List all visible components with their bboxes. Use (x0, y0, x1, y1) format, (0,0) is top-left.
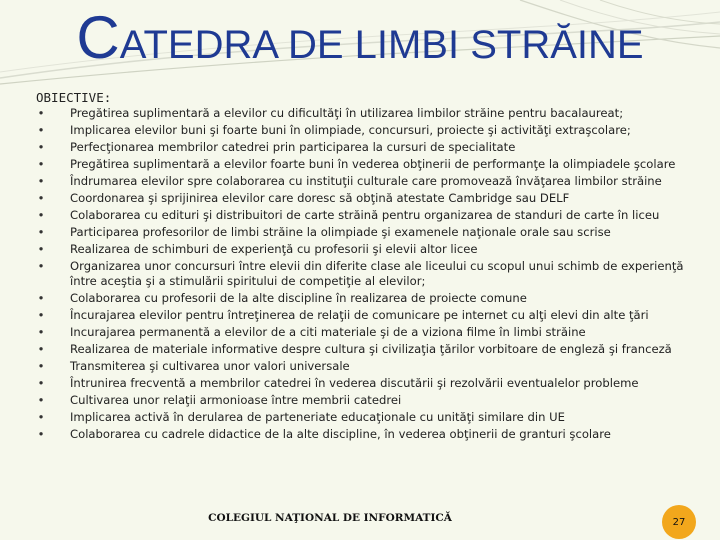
objective-item (36, 291, 708, 307)
objective-text: Implicarea activă în derularea de parteneriate educaţionale cu unităţi similare din UE (70, 410, 565, 425)
objectives-heading: OBIECTIVE: (36, 90, 112, 105)
objective-text: Colaborarea cu edituri şi distribuitori de carte străină pentru organizarea de standuri de carte în liceu (70, 207, 660, 222)
bullet-icon: • (37, 393, 45, 408)
objective-item (36, 259, 708, 290)
bullet-icon: • (37, 410, 45, 425)
objective-text: Încurajarea elevilor pentru întreţinerea de relaţii de comunicare pe internet cu alţi elevi din alte ţări (70, 308, 649, 323)
bullet-icon: • (37, 241, 45, 256)
bullet-icon: • (37, 156, 45, 171)
footer-institution: COLEGIUL NAŢIONAL DE INFORMATICĂ (208, 512, 452, 524)
bullet-icon: • (37, 427, 45, 442)
bullet-icon: • (37, 173, 45, 188)
objective-text: Incurajarea permanentă a elevilor de a citi materiale şi de a viziona filme în limbi străine (70, 325, 586, 340)
bullet-icon: • (37, 325, 45, 340)
objective-text: Implicarea elevilor buni şi foarte buni în olimpiade, concursuri, proiecte şi activităţi extraşcolare; (70, 122, 631, 137)
bullet-icon: • (37, 291, 45, 306)
bullet-icon: • (37, 359, 45, 374)
bullet-icon: • (37, 258, 45, 273)
objective-item (36, 376, 708, 392)
objective-text: Organizarea unor concursuri între elevii din diferite clase ale liceului cu scopul unui schimb de experienţă între aceştia şi a stimulării spiritului de competiţie al elevilor; (70, 258, 684, 289)
objective-item (36, 308, 708, 324)
bullet-icon: • (37, 190, 45, 205)
objective-text: Transmiterea şi cultivarea unor valori universale (70, 359, 350, 374)
objective-item (36, 325, 708, 341)
objective-text: Participarea profesorilor de limbi străine la olimpiade şi examenele naţionale orale sau scrise (70, 224, 611, 239)
objective-text: Întrunirea frecventă a membrilor catedrei în vederea discutării şi rezolvării eventualelor probleme (70, 376, 639, 391)
bullet-icon: • (37, 308, 45, 323)
objective-item (36, 106, 708, 122)
objective-text: Pregătirea suplimentară a elevilor cu dificultăţi în utilizarea limbilor străine pentru bacalaureat; (70, 106, 624, 120)
objective-text: Îndrumarea elevilor spre colaborarea cu instituţii culturale care promovează învăţarea limbilor străine (70, 173, 662, 188)
objective-item (36, 208, 708, 224)
page-title (0, 6, 720, 77)
title-rest: ATEDRA DE LIMBI STRĂINE (119, 23, 644, 67)
bullet-icon: • (37, 224, 45, 239)
bullet-icon: • (37, 106, 45, 120)
objective-text: Perfecţionarea membrilor catedrei prin participarea la cursuri de specialitate (70, 139, 516, 154)
bullet-icon: • (37, 376, 45, 391)
objective-item (36, 157, 708, 173)
objective-item (36, 191, 708, 207)
objective-item (36, 410, 708, 426)
bullet-icon: • (37, 122, 45, 137)
bullet-icon: • (37, 342, 45, 357)
objective-text: Pregătirea suplimentară a elevilor foarte buni în vederea obţinerii de performanţe la olimpiadele şcolare (70, 156, 676, 171)
objective-item (36, 140, 708, 156)
objective-item (36, 359, 708, 375)
objective-text: Realizarea de schimburi de experienţă cu profesorii şi elevii altor licee (70, 241, 478, 256)
objective-item (36, 174, 708, 190)
objective-text: Coordonarea şi sprijinirea elevilor care doresc să obţină atestate Cambridge sau DELF (70, 190, 570, 205)
page-number-badge: 27 (662, 505, 696, 539)
objective-item (36, 242, 708, 258)
objective-text: Colaborarea cu profesorii de la alte discipline în realizarea de proiecte comune (70, 291, 527, 306)
title-initial: C (76, 4, 120, 71)
bullet-icon: • (37, 207, 45, 222)
objective-text: Cultivarea unor relaţii armonioase între membrii catedrei (70, 393, 402, 408)
objective-text: Colaborarea cu cadrele didactice de la alte discipline, în vederea obţinerii de granturi şcolare (70, 427, 611, 442)
objective-item (36, 427, 708, 443)
objective-item (36, 123, 708, 139)
objective-item (36, 393, 708, 409)
objective-item (36, 342, 708, 358)
objectives-list (36, 106, 708, 444)
bullet-icon: • (37, 139, 45, 154)
objective-text: Realizarea de materiale informative despre cultura şi civilizaţia ţărilor vorbitoare de engleză şi franceză (70, 342, 672, 357)
objective-item (36, 225, 708, 241)
